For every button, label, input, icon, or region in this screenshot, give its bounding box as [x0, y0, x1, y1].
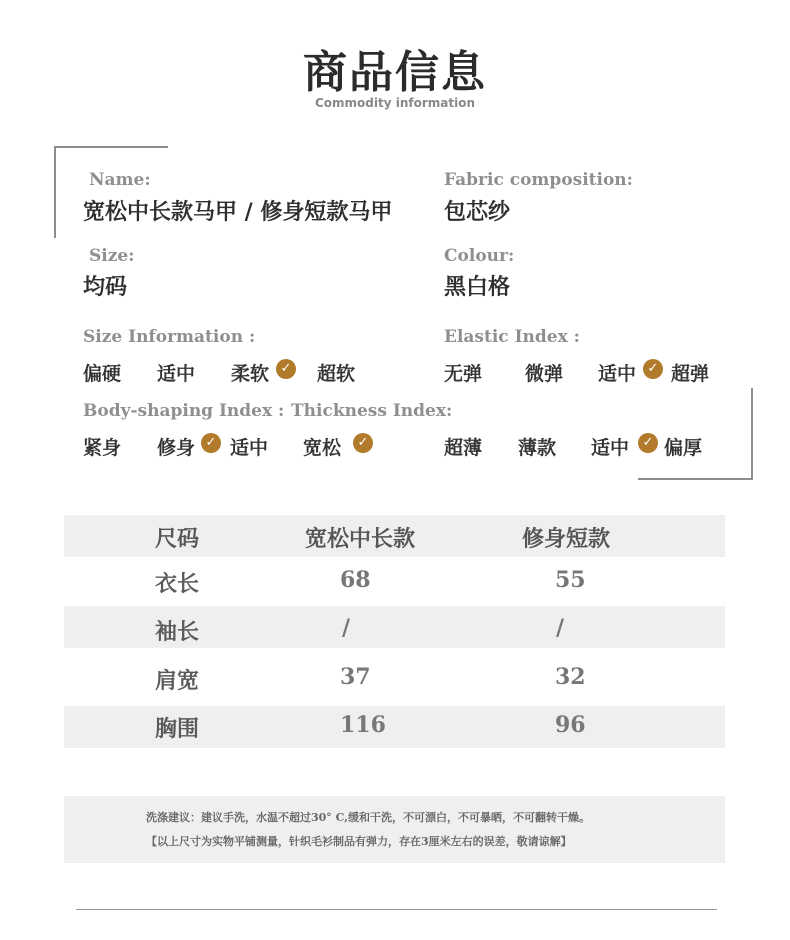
table-cell: /	[556, 615, 565, 641]
table-row-label: 袖长	[155, 619, 200, 645]
thickness-index-label: Thickness Index:	[291, 401, 453, 421]
corner-bracket-bottom-right-vertical	[751, 388, 753, 480]
table-row-label: 肩宽	[155, 668, 200, 694]
size-label: Size:	[89, 246, 135, 266]
table-cell: 116	[340, 712, 386, 738]
name-label: Name:	[89, 170, 151, 190]
check-circle-icon: ✓	[276, 359, 296, 379]
body-shaping-option-selected: 修身	[157, 437, 196, 459]
elastic-option: 微弹	[525, 363, 564, 385]
table-cell: 96	[555, 712, 586, 738]
table-header-cell: 宽松中长款	[305, 526, 416, 552]
care-instructions-text: 洗涤建议：建议手洗，水温不超过30° C,缓和干洗，不可漂白，不可暴晒，不可翻转干燥。	[146, 811, 591, 824]
bottom-divider	[76, 909, 717, 910]
table-cell: 32	[555, 664, 586, 690]
elastic-option: 无弹	[444, 363, 483, 385]
table-cell: 68	[340, 567, 371, 593]
care-instructions-box	[64, 796, 725, 863]
size-info-option: 适中	[157, 363, 196, 385]
corner-bracket-top-left-vertical	[54, 146, 56, 238]
page-title: 商品信息	[303, 47, 487, 98]
body-shaping-option: 适中	[230, 437, 269, 459]
fabric-value: 包芯纱	[444, 199, 511, 225]
page-subtitle: Commodity information	[314, 96, 476, 110]
table-header-cell: 修身短款	[522, 526, 611, 552]
thickness-option: 薄款	[518, 437, 557, 459]
check-circle-icon: ✓	[201, 433, 221, 453]
size-value: 均码	[83, 274, 128, 300]
measurement-note-text: 【以上尺寸为实物平铺测量，针织毛衫制品有弹力，存在3厘米左右的误差，敬请谅解】	[146, 835, 572, 848]
body-shaping-option: 紧身	[83, 437, 122, 459]
fabric-label: Fabric composition:	[444, 170, 633, 190]
body-shaping-index-label: Body-shaping Index :	[83, 401, 285, 421]
table-cell: /	[342, 615, 351, 641]
size-info-option: 偏硬	[83, 363, 122, 385]
table-row-label: 胸围	[155, 716, 200, 742]
size-info-option-selected: 柔软	[231, 363, 270, 385]
check-circle-icon: ✓	[353, 433, 373, 453]
check-circle-icon: ✓	[638, 433, 658, 453]
size-information-label: Size Information :	[83, 327, 256, 347]
corner-bracket-bottom-right	[638, 478, 753, 480]
size-info-option: 超软	[317, 363, 356, 385]
table-cell: 55	[555, 567, 586, 593]
body-shaping-option-selected: 宽松	[303, 437, 342, 459]
corner-bracket-top-left	[54, 146, 168, 148]
table-cell: 37	[340, 664, 371, 690]
colour-value: 黑白格	[444, 274, 511, 300]
elastic-index-label: Elastic Index :	[444, 327, 580, 347]
thickness-option: 超薄	[444, 437, 483, 459]
colour-label: Colour:	[444, 246, 515, 266]
thickness-option-selected: 适中	[591, 437, 630, 459]
elastic-option: 超弹	[671, 363, 710, 385]
check-circle-icon: ✓	[643, 359, 663, 379]
elastic-option-selected: 适中	[598, 363, 637, 385]
thickness-option: 偏厚	[664, 437, 703, 459]
table-header-cell: 尺码	[155, 526, 200, 552]
table-row-label: 衣长	[155, 571, 200, 597]
name-value: 宽松中长款马甲 / 修身短款马甲	[83, 199, 393, 225]
